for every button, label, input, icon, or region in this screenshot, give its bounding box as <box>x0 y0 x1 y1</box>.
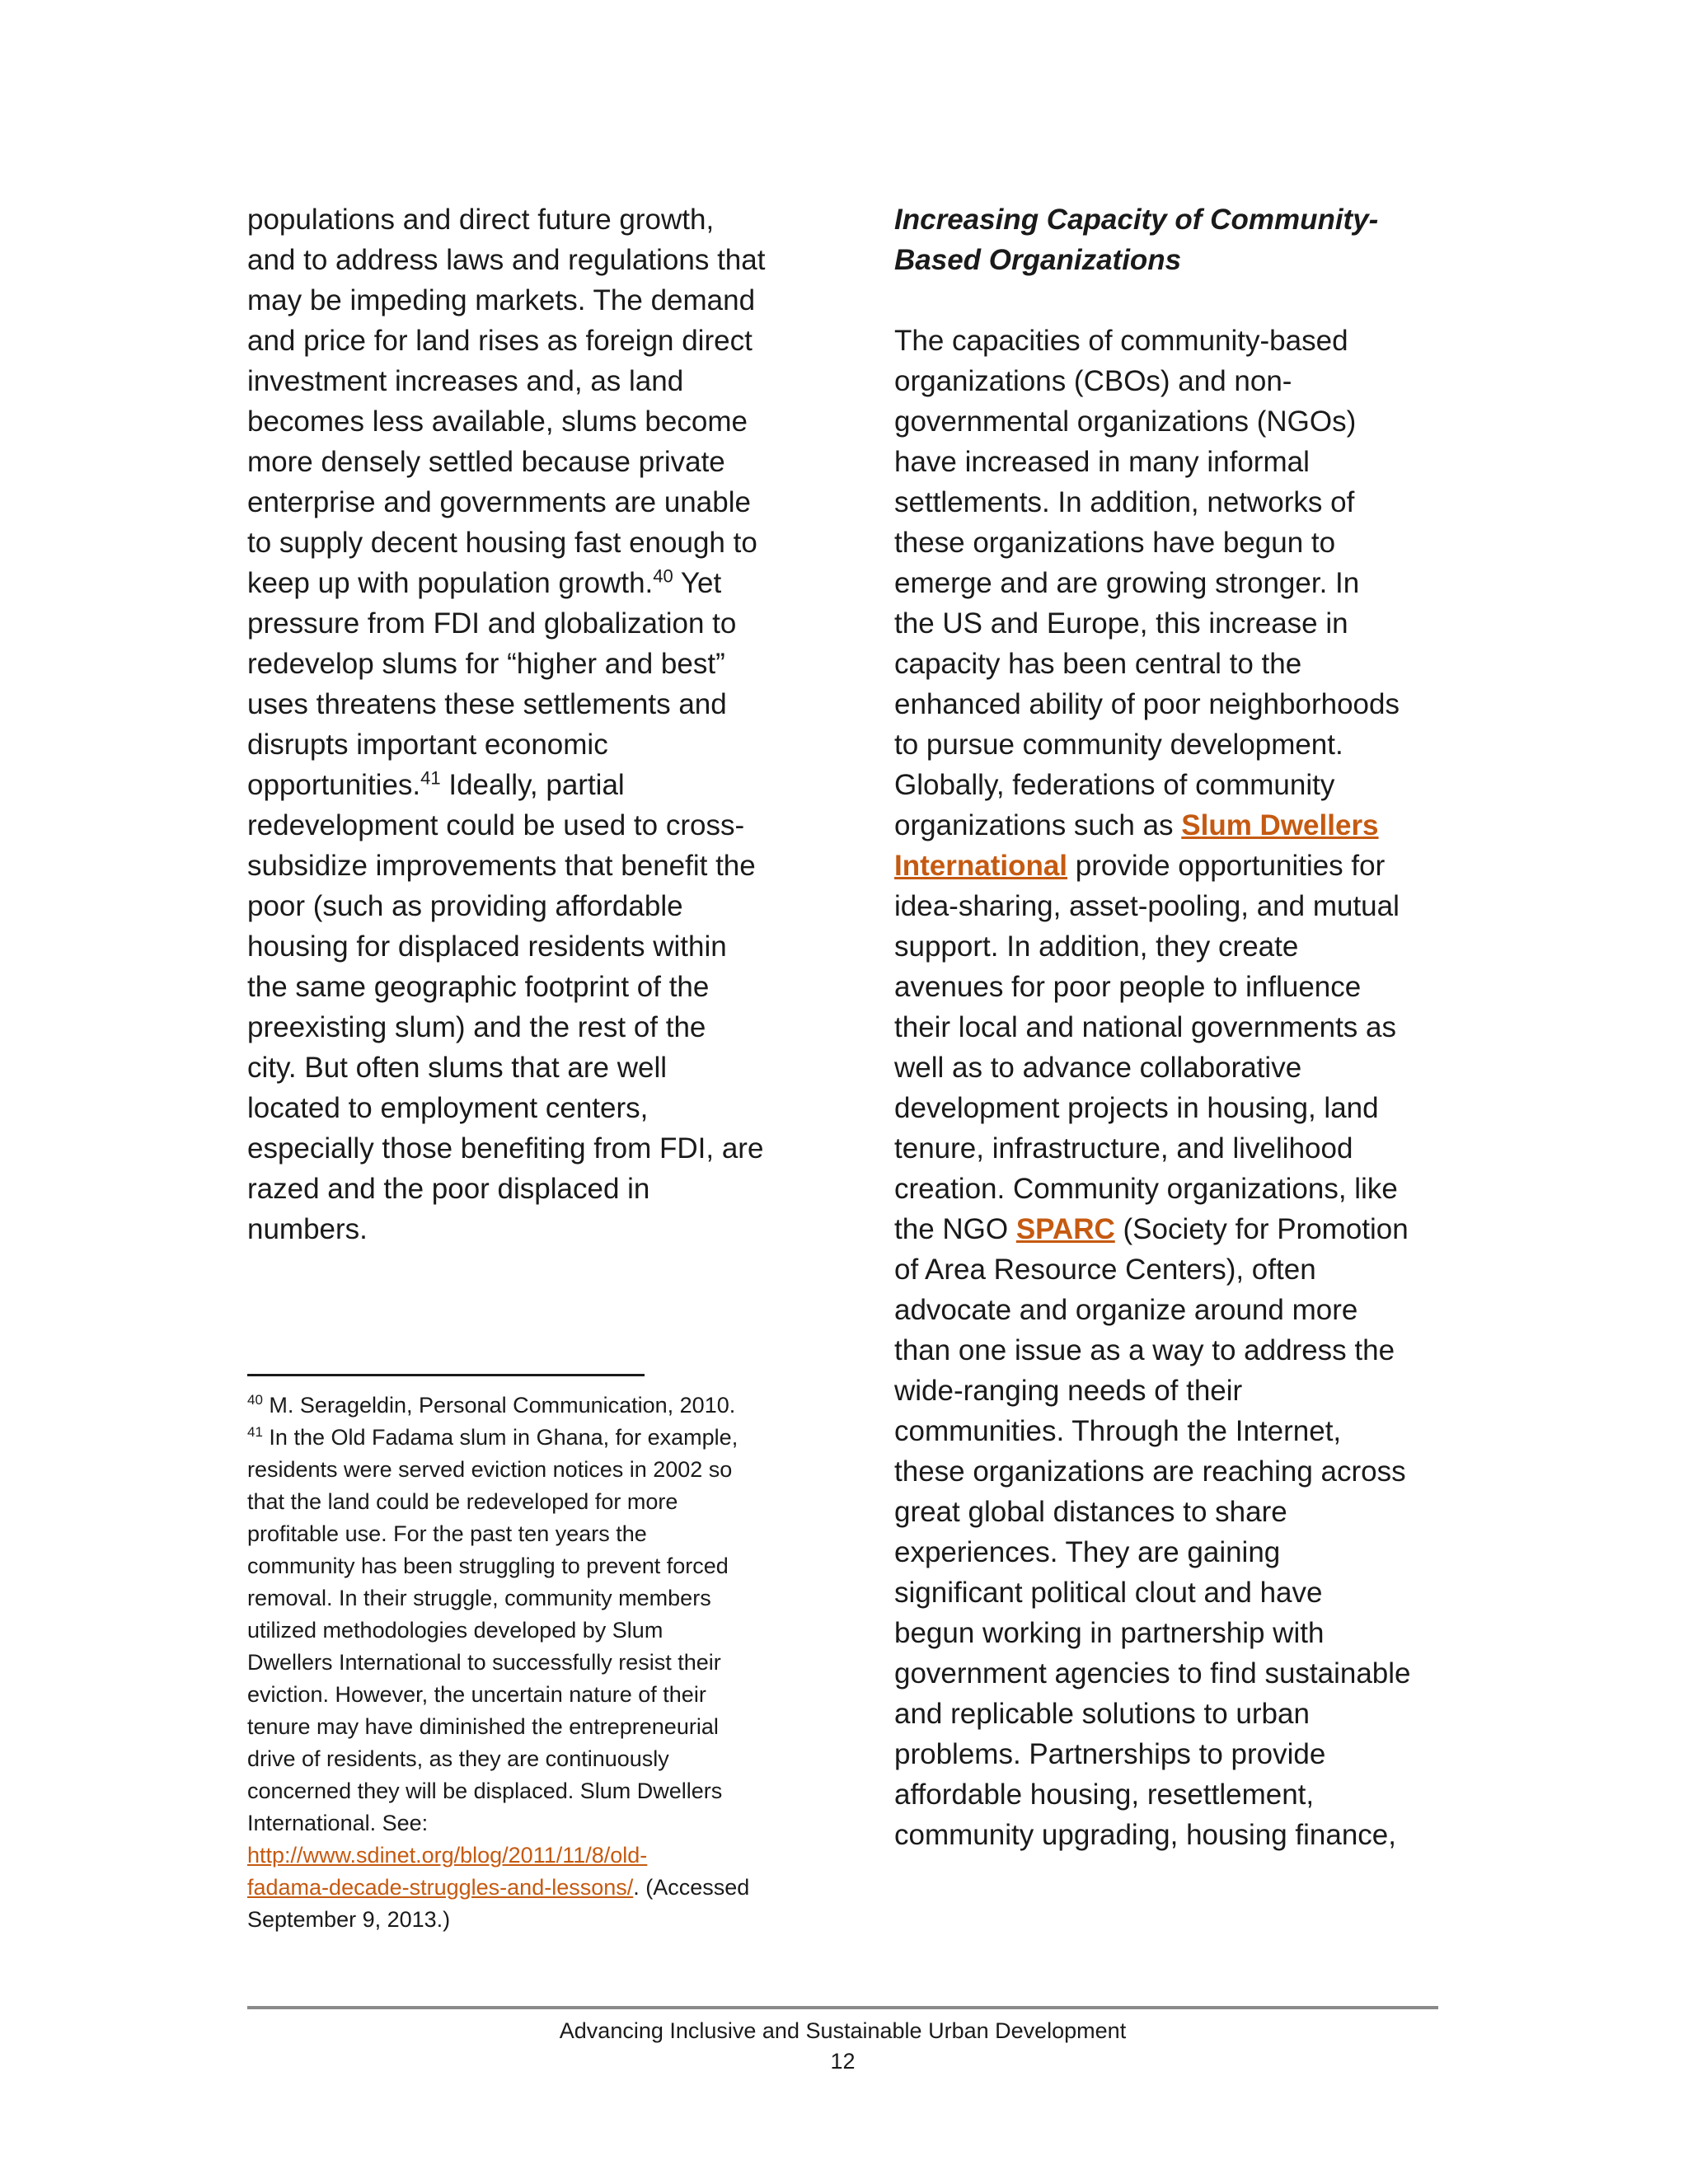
body-line: governmental organizations (NGOs) <box>894 405 1357 438</box>
footnote-line <box>247 1840 808 1872</box>
body-line: to pursue community development. <box>894 729 1343 761</box>
footnote-line: profitable use. For the past ten years the <box>247 1521 647 1546</box>
paragraph-spacer <box>894 280 1471 321</box>
body-text: provide opportunities for <box>1067 850 1386 882</box>
body-line: communities. Through the Internet, <box>894 1415 1342 1447</box>
body-line: these organizations are reaching across <box>894 1455 1406 1488</box>
body-text: Ideally, partial <box>440 769 625 801</box>
body-line: have increased in many informal <box>894 446 1310 478</box>
body-line: razed and the poor displaced in <box>247 1173 650 1205</box>
body-line: emerge and are growing stronger. In <box>894 567 1360 599</box>
body-line: significant political clout and have <box>894 1577 1323 1609</box>
footnote-marker: 41 <box>247 1424 263 1440</box>
footnote-line: International. See: <box>247 1811 429 1835</box>
body-line: uses threatens these settlements and <box>247 688 727 720</box>
body-line: support. In addition, they create <box>894 930 1299 963</box>
footnote-line: residents were served eviction notices in 2002 so <box>247 1457 733 1482</box>
body-line: of Area Resource Centers), often <box>894 1254 1316 1286</box>
body-line: well as to advance collaborative <box>894 1052 1302 1084</box>
footnote-line: September 9, 2013.) <box>247 1907 451 1932</box>
footer-rule <box>247 2006 1438 2009</box>
body-line: idea-sharing, asset-pooling, and mutual <box>894 890 1400 922</box>
footnote-text: . (Accessed <box>633 1875 750 1900</box>
body-line: capacity has been central to the <box>894 648 1302 680</box>
body-line: wide-ranging needs of their <box>894 1375 1243 1407</box>
footnote-line: Dwellers International to successfully resist their <box>247 1650 721 1675</box>
body-line: Globally, federations of community <box>894 769 1335 801</box>
body-line: the same geographic footprint of the <box>247 971 710 1003</box>
body-line: numbers. <box>247 1213 368 1245</box>
body-line: populations and direct future growth, <box>247 204 715 236</box>
body-line: enhanced ability of poor neighborhoods <box>894 688 1400 720</box>
body-line: development projects in housing, land <box>894 1092 1379 1124</box>
body-line: may be impeding markets. The demand <box>247 284 756 316</box>
body-line: more densely settled because private <box>247 446 725 478</box>
body-line <box>247 563 808 603</box>
body-line: The capacities of community-based <box>894 325 1348 357</box>
footer-title: Advancing Inclusive and Sustainable Urban Development <box>559 2018 1127 2043</box>
body-line: government agencies to find sustainable <box>894 1657 1411 1690</box>
body-line: redevelop slums for “higher and best” <box>247 648 725 680</box>
footnote-line: eviction. However, the uncertain nature of their <box>247 1682 706 1707</box>
slum-dwellers-international-link[interactable]: International <box>894 850 1068 882</box>
footnote-text: M. Serageldin, Personal Communication, 2010. <box>262 1393 736 1418</box>
body-line: and replicable solutions to urban <box>894 1698 1310 1730</box>
page-number: 12 <box>830 2049 856 2074</box>
footnote-marker: 40 <box>247 1392 263 1408</box>
body-text: keep up with population growth. <box>247 567 654 599</box>
body-text: Yet <box>673 567 722 599</box>
footnote-line: that the land could be redeveloped for more <box>247 1489 678 1514</box>
body-line: located to employment centers, <box>247 1092 649 1124</box>
body-line: begun working in partnership with <box>894 1617 1325 1649</box>
sdinet-url-link[interactable]: fadama-decade-struggles-and-lessons/ <box>247 1875 634 1900</box>
footnote-line <box>247 1872 808 1904</box>
body-line: especially those benefiting from FDI, are <box>247 1132 764 1165</box>
body-line: settlements. In addition, networks of <box>894 486 1355 518</box>
body-line: than one issue as a way to address the <box>894 1334 1395 1366</box>
footnote-ref-41[interactable]: 41 <box>420 767 441 789</box>
footnote-line: tenure may have diminished the entrepreneurial <box>247 1714 719 1739</box>
sdinet-url-link[interactable]: http://www.sdinet.org/blog/2011/11/8/old- <box>247 1843 648 1868</box>
body-line: to supply decent housing fast enough to <box>247 527 757 559</box>
body-line: and to address laws and regulations that <box>247 244 766 276</box>
footnote-line: utilized methodologies developed by Slum <box>247 1618 663 1643</box>
body-line: great global distances to share <box>894 1496 1287 1528</box>
body-text: (Society for Promotion <box>1114 1213 1409 1245</box>
body-line: investment increases and, as land <box>247 365 684 397</box>
footnote-line: drive of residents, as they are continuously <box>247 1746 669 1771</box>
footnote-40 <box>247 1390 808 1422</box>
slum-dwellers-international-link[interactable]: Slum Dwellers <box>1181 809 1379 841</box>
body-line: preexisting slum) and the rest of the <box>247 1011 706 1043</box>
footnote-separator <box>247 1374 645 1376</box>
body-line <box>247 765 808 805</box>
body-line: city. But often slums that are well <box>247 1052 668 1084</box>
footnote-line: community has been struggling to prevent forced <box>247 1554 729 1578</box>
body-line: affordable housing, resettlement, <box>894 1779 1315 1811</box>
body-line <box>894 805 1471 846</box>
body-line: community upgrading, housing finance, <box>894 1819 1396 1851</box>
footnote-line: removal. In their struggle, community members <box>247 1586 711 1610</box>
body-line: subsidize improvements that benefit the <box>247 850 756 882</box>
sparc-link[interactable]: SPARC <box>1015 1213 1115 1245</box>
body-line: creation. Community organizations, like <box>894 1173 1398 1205</box>
body-line <box>894 846 1471 886</box>
body-text: opportunities. <box>247 769 421 801</box>
body-line <box>894 1209 1471 1249</box>
footnotes <box>247 1390 808 1936</box>
footnote-text: In the Old Fadama slum in Ghana, for example, <box>262 1425 738 1450</box>
body-line: redevelopment could be used to cross- <box>247 809 745 841</box>
body-line: advocate and organize around more <box>894 1294 1358 1326</box>
footnote-41 <box>247 1422 808 1454</box>
body-line: pressure from FDI and globalization to <box>247 607 737 640</box>
footnote-line: concerned they will be displaced. Slum Dwellers <box>247 1779 723 1803</box>
body-line: tenure, infrastructure, and livelihood <box>894 1132 1353 1165</box>
body-line: enterprise and governments are unable <box>247 486 751 518</box>
body-line: housing for displaced residents within <box>247 930 727 963</box>
section-heading-line: Based Organizations <box>894 244 1182 276</box>
body-line: avenues for poor people to influence <box>894 971 1362 1003</box>
body-text: the NGO <box>894 1213 1016 1245</box>
body-text: organizations such as <box>894 809 1182 841</box>
body-line: experiences. They are gaining <box>894 1536 1281 1568</box>
body-line: problems. Partnerships to provide <box>894 1738 1326 1770</box>
body-line: their local and national governments as <box>894 1011 1396 1043</box>
footnote-ref-40[interactable]: 40 <box>653 565 673 587</box>
body-line: these organizations have begun to <box>894 527 1336 559</box>
body-line: poor (such as providing affordable <box>247 890 683 922</box>
section-heading-line: Increasing Capacity of Community- <box>894 204 1379 236</box>
body-line: becomes less available, slums become <box>247 405 748 438</box>
body-line: disrupts important economic <box>247 729 608 761</box>
left-column <box>247 199 808 1249</box>
body-line: and price for land rises as foreign direct <box>247 325 753 357</box>
body-line: the US and Europe, this increase in <box>894 607 1348 640</box>
body-line: organizations (CBOs) and non- <box>894 365 1292 397</box>
right-column <box>894 199 1471 1855</box>
